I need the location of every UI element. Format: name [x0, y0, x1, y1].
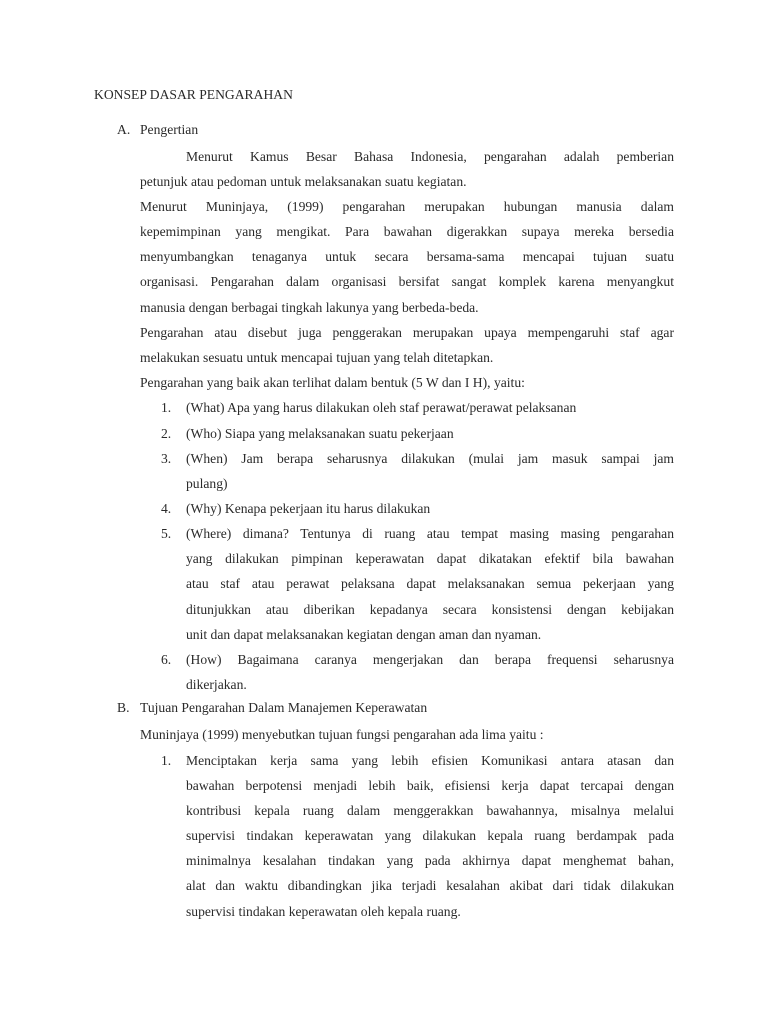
list-item: minimalnya kesalahan tindakan yang pada akhirnya dapat menghemat bahan,	[186, 853, 674, 868]
list-number: 1.	[161, 400, 172, 415]
list-item: ditunjukkan atau diberikan kepadanya secara konsistensi dengan kebijakan	[186, 602, 674, 617]
page-title: KONSEP DASAR PENGARAHAN	[94, 87, 293, 102]
list-item: (What) Apa yang harus dilakukan oleh staf perawat/perawat pelaksanan	[186, 400, 577, 415]
list-item: (Where) dimana? Tentunya di ruang atau tempat masing masing pengarahan	[186, 526, 674, 541]
list-item: (Why) Kenapa pekerjaan itu harus dilakukan	[186, 501, 431, 516]
list-number: 4.	[161, 501, 172, 516]
section-b-title: Tujuan Pengarahan Dalam Manajemen Keperawatan	[140, 700, 428, 715]
list-number: 2.	[161, 426, 172, 441]
paragraph-line: Menurut Kamus Besar Bahasa Indonesia, pengarahan adalah pemberian	[186, 149, 674, 164]
section-a-heading	[0, 122, 768, 141]
list-number: 3.	[161, 451, 172, 466]
list-number: 1.	[161, 753, 172, 768]
paragraph-line: menyumbangkan tenaganya untuk secara bersama-sama mencapai tujuan suatu	[140, 249, 674, 264]
list-item: pulang)	[186, 476, 228, 491]
paragraph-line: kepemimpinan yang mengikat. Para bawahan digerakkan supaya mereka bersedia	[140, 224, 674, 239]
section-b-heading	[0, 700, 768, 719]
section-a-title: Pengertian	[140, 122, 199, 137]
list-item: yang dilakukan pimpinan keperawatan dapat dikatakan efektif bila bawahan	[186, 551, 674, 566]
paragraph-line: petunjuk atau pedoman untuk melaksanakan suatu kegiatan.	[140, 174, 467, 189]
list-item: atau staf atau perawat pelaksana dapat melaksanakan semua pekerjaan yang	[186, 576, 674, 591]
list-item: supervisi tindakan keperawatan oleh kepala ruang.	[186, 904, 461, 919]
list-item: dikerjakan.	[186, 677, 247, 692]
list-item: Menciptakan kerja sama yang lebih efisien Komunikasi antara atasan dan	[186, 753, 674, 768]
section-a-letter: A.	[117, 122, 131, 137]
list-number: 5.	[161, 526, 172, 541]
section-b-letter: B.	[117, 700, 130, 715]
list-item: kontribusi kepala ruang dalam menggerakkan bawahannya, misalnya melalui	[186, 803, 674, 818]
paragraph-line: manusia dengan berbagai tingkah lakunya yang berbeda-beda.	[140, 300, 479, 315]
list-item: supervisi tindakan keperawatan yang dilakukan kepala ruang berdampak pada	[186, 828, 674, 843]
list-number: 6.	[161, 652, 172, 667]
list-item: alat dan waktu dibandingkan jika terjadi kesalahan akibat dari tidak dilakukan	[186, 878, 674, 893]
list-item: (Who) Siapa yang melaksanakan suatu pekerjaan	[186, 426, 454, 441]
paragraph-line: Pengarahan atau disebut juga penggerakan merupakan upaya mempengaruhi staf agar	[140, 325, 674, 340]
list-item: (How) Bagaimana caranya mengerjakan dan berapa frequensi seharusnya	[186, 652, 674, 667]
paragraph-line: melakukan sesuatu untuk mencapai tujuan yang telah ditetapkan.	[140, 350, 494, 365]
list-item: (When) Jam berapa seharusnya dilakukan (mulai jam masuk sampai jam	[186, 451, 674, 466]
paragraph-line: organisasi. Pengarahan dalam organisasi bersifat sangat komplek karena menyangkut	[140, 274, 674, 289]
paragraph-line: Pengarahan yang baik akan terlihat dalam bentuk (5 W dan I H), yaitu:	[140, 375, 525, 390]
paragraph-line: Menurut Muninjaya, (1999) pengarahan merupakan hubungan manusia dalam	[140, 199, 674, 214]
paragraph-line: Muninjaya (1999) menyebutkan tujuan fungsi pengarahan ada lima yaitu :	[140, 727, 544, 742]
list-item: unit dan dapat melaksanakan kegiatan dengan aman dan nyaman.	[186, 627, 542, 642]
list-item: bawahan berpotensi menjadi lebih baik, efisiensi kerja dapat tercapai dengan	[186, 778, 674, 793]
